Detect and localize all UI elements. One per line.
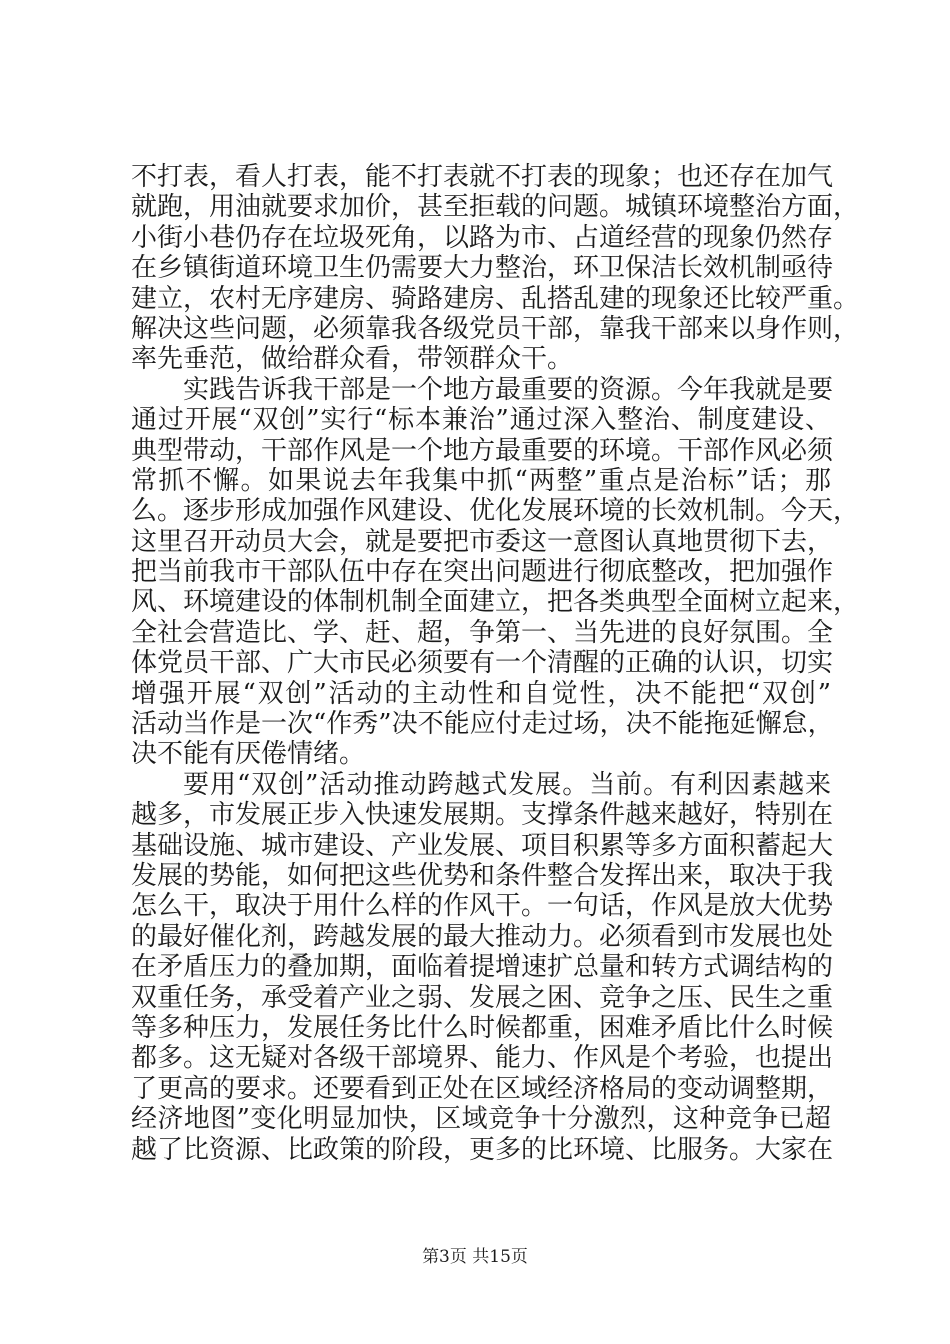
text-line: 了更高的要求。还要看到正处在区域经济格局的变动调整期， [131,1073,834,1104]
text-line: 通过开展“双创”实行“标本兼治”通过深入整治、制度建设、 [131,405,831,436]
text-line: 的最好催化剂，跨越发展的最大推动力。必须看到市发展也处 [131,921,834,952]
document-body [131,162,860,1165]
paragraph [131,162,860,375]
text-line: 怎么干，取决于用什么样的作风干。一句话，作风是放大优势 [131,891,834,922]
text-line: 在乡镇街道环境卫生仍需要大力整治，环卫保洁长效机制亟待 [131,253,834,284]
text-line: 越多，市发展正步入快速发展期。支撑条件越来越好，特别在 [131,800,834,831]
text-line: 要用“双创”活动推动跨越式发展。当前。有利因素越来 [183,769,831,800]
text-line: 活动当作是一次“作秀”决不能应付走过场，决不能拖延懈怠， [131,709,834,740]
text-line: 在矛盾压力的叠加期，面临着提增速扩总量和转方式调结构的 [131,952,834,983]
text-line: 双重任务，承受着产业之弱、发展之困、竞争之压、民生之重 [131,982,834,1013]
text-line: 解决这些问题，必须靠我各级党员干部，靠我干部来以身作则， [131,313,860,344]
text-line: 典型带动，干部作风是一个地方最重要的环境。干部作风必须 [131,435,834,466]
text-line: 等多种压力，发展任务比什么时候都重，困难矛盾比什么时候 [131,1012,834,1043]
text-line: 把当前我市干部队伍中存在突出问题进行彻底整改，把加强作 [131,557,834,588]
text-line: 不打表，看人打表，能不打表就不打表的现象；也还存在加气 [131,162,834,192]
text-line: 基础设施、城市建设、产业发展、项目积累等多方面积蓄起大 [131,830,834,861]
text-line: 风、环境建设的体制机制全面建立，把各类典型全面树立起来， [131,587,860,618]
text-line: 体党员干部、广大市民必须要有一个清醒的正确的认识，切实 [131,648,834,679]
paragraph [131,769,834,1165]
text-line: 建立，农村无序建房、骑路建房、乱搭乱建的现象还比较严重。 [131,283,860,314]
text-line: 就跑，用油就要求加价，甚至拒载的问题。城镇环境整治方面， [131,192,860,223]
text-line: 实践告诉我干部是一个地方最重要的资源。今年我就是要 [183,374,834,405]
text-line: 决不能有厌倦情绪。 [131,739,366,770]
text-line: 常抓不懈。如果说去年我集中抓“两整”重点是治标”话；那 [131,465,831,496]
text-line: 发展的势能，如何把这些优势和条件整合发挥出来，取决于我 [131,860,834,891]
text-line: 率先垂范，做给群众看，带领群众干。 [131,344,574,375]
page-footer: 第3页 共15页 [422,1247,528,1267]
text-line: 全社会营造比、学、赶、超，争第一、当先进的良好氛围。全 [131,617,834,648]
text-line: 经济地图”变化明显加快，区域竞争十分激烈，这种竞争已超 [131,1104,831,1135]
text-line: 这里召开动员大会，就是要把市委这一意图认真地贯彻下去， [131,526,834,557]
text-line: 都多。这无疑对各级干部境界、能力、作风是个考验，也提出 [131,1043,834,1074]
text-line: 小街小巷仍存在垃圾死角，以路为市、占道经营的现象仍然存 [131,222,834,253]
text-line: 越了比资源、比政策的阶段，更多的比环境、比服务。大家在 [131,1134,834,1165]
text-line: 么。逐步形成加强作风建设、优化发展环境的长效机制。今天， [131,496,860,527]
paragraph [131,374,860,770]
text-line: 增强开展“双创”活动的主动性和自觉性，决不能把“双创” [131,678,831,709]
